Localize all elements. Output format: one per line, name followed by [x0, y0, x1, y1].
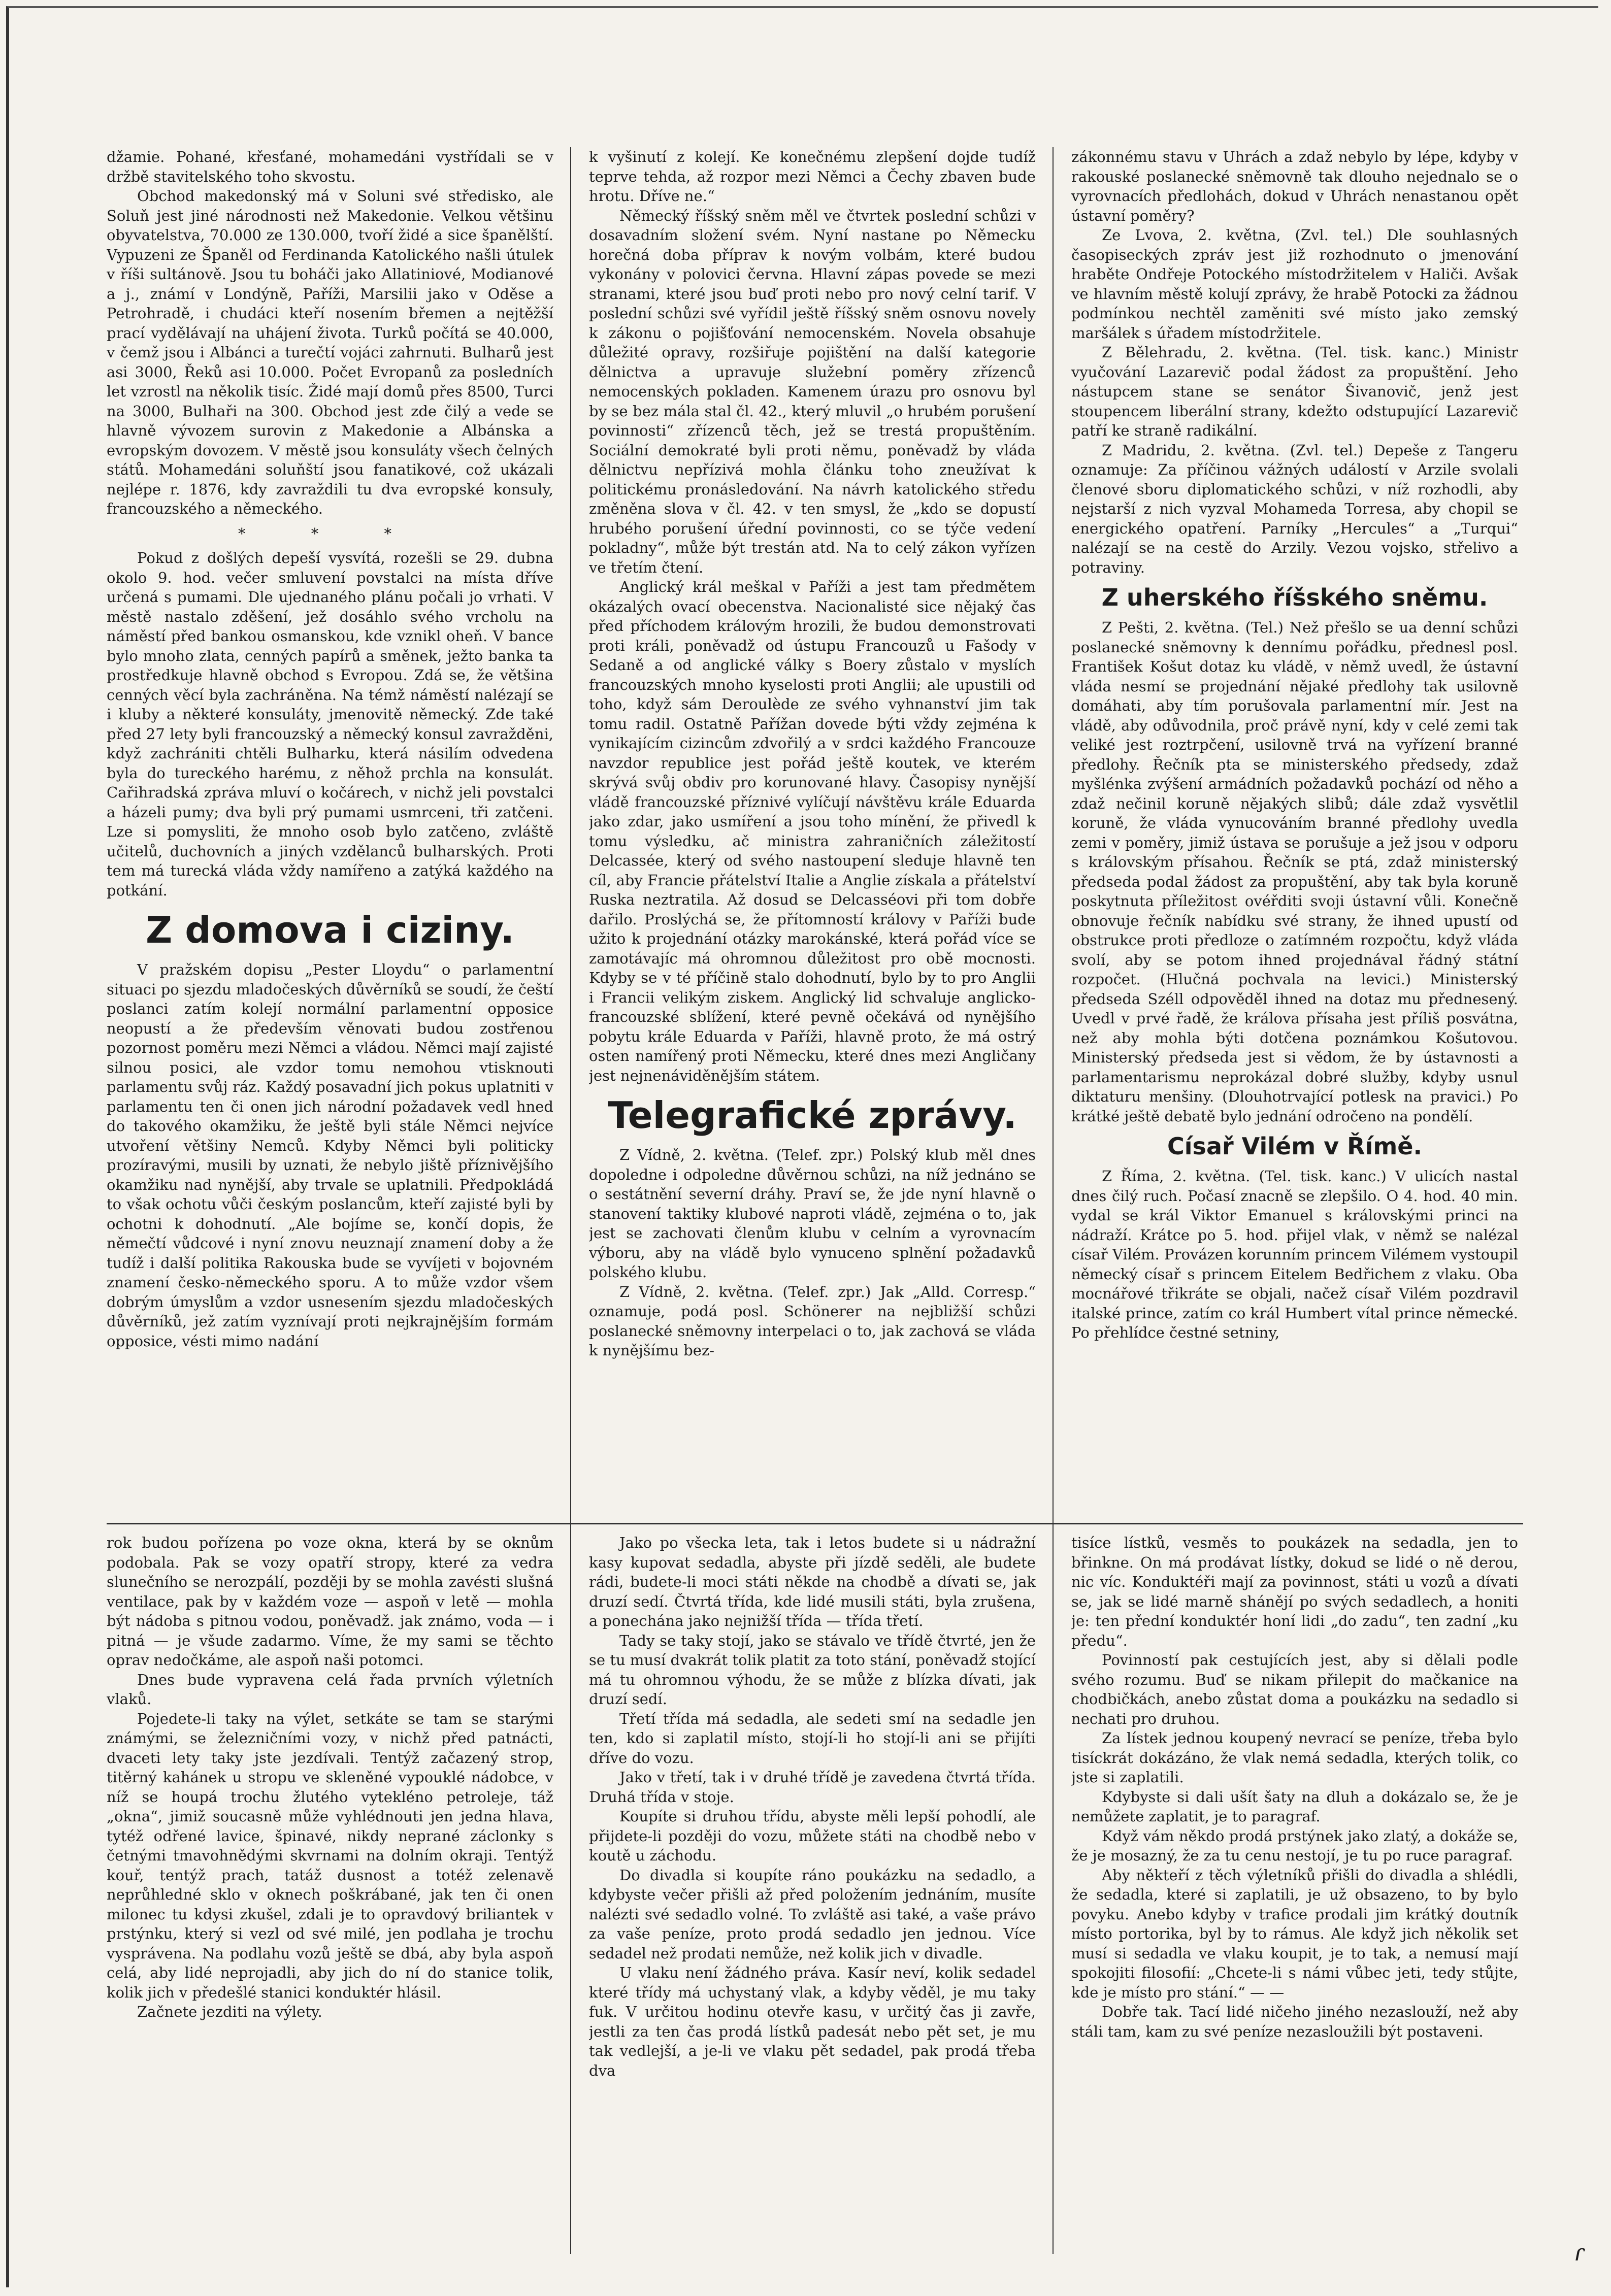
- paragraph: džamie. Pohané, křesťané, mohamedáni vystřídali se v držbě stavitelského toho skvostu.: [107, 148, 553, 185]
- top-section: [107, 147, 1523, 1548]
- paragraph: Dnes bude vypravena celá řada prvních výletních vlaků.: [107, 1671, 553, 1708]
- column-rule: [1053, 1533, 1054, 2254]
- paragraph: rok budou pořízena po voze okna, která by se oknům podobala. Pak se vozy opatří stropy, které za vedra slunečního se nerozpálí, později by se mohla zavésti slušná ventilace, pak by v každém voze — aspoň v letě — mohla být nádoba s pitnou vodou, poněvadž. jak známo, voda — i pitná — je všude zadarmo. Víme, že my sami se těchto oprav nedočkáme, ale aspoň naši potomci.: [107, 1534, 553, 1669]
- margin-mark: ɾ: [1574, 2239, 1585, 2266]
- paragraph: Jako v třetí, tak i v druhé třídě je zavedena čtvrtá třída. Druhá třída v stoje.: [589, 1769, 1036, 1806]
- column-3: [1071, 147, 1518, 1548]
- paragraph: Z Vídně, 2. května. (Telef. zpr.) Polský klub měl dnes dopoledne i odpoledne důvěrnou schůzi, na níž jednáno se o sestátnění severní dráhy. Praví se, že jde nyní hlavně o stanovení taktiky klubové naproti vládě, zejména o to, jak jest se zachovati členům klubu v celním a vyrovnacím výboru, aby na vládě bylo vynuceno splnění požadavků polského klubu.: [589, 1146, 1036, 1281]
- paragraph: Do divadla si koupíte ráno poukázku na sedadlo, a kdybyste večer přišli až před položením jednáním, musíte nalézti své sedadlo volné. To zvláště asi také, a vaše právo za vaše peníze, proto prodá sedadlo jen jednou. Více sedadel než prodati nemůže, než kolik jich v divadle.: [589, 1866, 1036, 1962]
- paragraph: Třetí třída má sedadla, ale sedeti smí na sedadle jen ten, kdo si zaplatil místo, stojí-li ho stojí-li ani se přijíti dříve do vozu.: [589, 1710, 1036, 1767]
- paragraph: Z Pešti, 2. května. (Tel.) Než přešlo se ua denní schůzi poslanecké sněmovny k dennímu pořádku, přednesl posl. František Košut dotaz ku vládě, v němž uvedl, že ústavní vláda nesmí se projednání nějaké předlohy tak usilovně domáhati, aby tím porušovala parlamentní mír. Jest na vládě, aby odůvodnila, proč právě nyní, kdy v celé zemi tak veliké jest roztrpčení, usilovně trvá na vyřízení branné předlohy. Řečník pta se ministerského předsedy, zdaž myšlénka zvýšení armádních požadavků pochází od něho a zdaž nečinil koruně nějakých slibů; dále zdaž vysvětlil koruně, že vláda vynucováním branné předlohy uvedla zemi v poměry, jimiž ústava se porušuje a jež jsou v odporu s královským přísahou. Řečník se ptá, zdaž ministerský předseda podal žádost za propuštění, aby tak byla koruně poskytnuta příležitost ovéřditi svoji ústavní vůli. Konečně obnovuje řečník nabídku své strany, že ihned upustí od obstrukce proti předloze o zatímném rozpočtu, když vláda svolí, aby se potom ihned projednával řádný státní rozpočet. (Hlučná pochvala na levici.) Ministerský předseda Széll odpověděl ihned na dotaz mu přednesený. Uvedl v prvé řadě, že králova přísaha jest příliš posvátna, než aby mohla býti dotčena poznámkou Košutovou. Ministerský předseda jest si vědom, že by ústavnosti a parlamentarismu neprokázal dobré služby, kdyby usnul diktaturu menšiny. (Dlouhotrvající potlesk na pravici.) Po krátké ještě debatě bylo jednání odročeno na pondělí.: [1071, 619, 1518, 1125]
- paragraph: Z Madridu, 2. května. (Zvl. tel.) Depeše z Tangeru oznamuje: Za příčinou vážných událostí v Arzile svolali členové sboru diplomatického schůzi, v níž rozhodli, aby nejstarší z nich vyzval Mohameda Torresa, aby chopil se energického opatření. Parníky „Hercules“ a „Turqui“ nalézají se na cestě do Arzily. Vezou vojsko, střelivo a potraviny.: [1071, 441, 1518, 576]
- paragraph: Německý říšský sněm měl ve čtvrtek poslední schůzi v dosavadním složení svém. Nyní nastane po Německu horečná doba příprav k novým volbám, které budou vykonány v polovici června. Hlavní zápas povede se mezi stranami, které jsou buď proti nebo pro nový celní tarif. V poslední schůzi své vyřídil ještě říšský sněm osnovu novely k zákonu o pojišťování nemocenském. Novela obsahuje důležité opravy, rozšiřuje pojištění na další kategorie dělnictva a upravuje služební poměry zřízenců nemocenských pokladen. Kamenem úrazu pro osnovu byl by se bez mála stal čl. 42., který mluvil „o hrubém porušení povinnosti“ zřízenců těch, jež se trestá propuštěním. Sociální demokraté byli proti němu, poněvadž by vláda dělnictvu nepřízivá mohla článku toho zneužívat k politickému pronásledování. Na návrh katolického středu změněna slova v čl. 42. v ten smysl, že „kdo se dopustí hrubého porušení úřední povinnosti, co se týče vedení pokladny“, může být trestán atd. Na to celý zákon vyřízen ve třetím čtení.: [589, 207, 1036, 576]
- paragraph: Povinností pak cestujících jest, aby si dělali podle svého rozumu. Buď se nikam přilepit do mačkanice na chodbičkách, anebo zůstat doma a poukázku na sedadlo si nechati pro druhou.: [1071, 1651, 1518, 1727]
- column-rule: [570, 1533, 571, 2254]
- heading-domova: Z domova i ciziny.: [146, 909, 514, 951]
- paragraph: Jako po všecka leta, tak i letos budete si u nádražní kasy kupovat sedadla, abyste při jízdě seděli, ale budete rádi, budete-li moci státi někde na chodbě a dívati se, jak druzí sedí. Čtvrtá třída, kde lidé musili státi, byla zrušena, a ponechána jako nejnižší třída — třída třetí.: [589, 1534, 1036, 1629]
- column-1: [107, 1533, 553, 2254]
- paragraph: Začnete jezditi na výlety.: [137, 2003, 322, 2020]
- heading-telegraf: Telegrafické zprávy.: [608, 1094, 1017, 1137]
- paragraph: Pojedete-li taky na výlet, setkáte se tam se starými známými, se železničními vozy, v nichž před patnácti, dvaceti lety taky jste jezdívali. Tentýž začazený strop, titěrný kahánek u stropu ve skleněné vypouklé nádobce, v níž se houpá trochu žlutého vytekléno petroleje, táž „okna“, jimiž soucasně může vyhlédnouti jen jedna hlava, tytéž odřené lavice, špinavé, nikdy neprané záclonky s četnými tmavohnědými skvrnami na dolním okraji. Tentýž kouř, tentýž prach, tatáž dusnost a totéž zelenavě neprůhledné sklo v oknech poškrábané, jak ten či onen milonec tu kdysi zkušel, zdali je to opravdový briliantek v prstýnku, který si vezl od své milé, jen podlaha je trochu vysprávena. Na podlahu vozů ještě se dbá, aby byla aspoň celá, aby lidé neprojadli, aby jich do ní do stanice tolik, kolik jich v předešlé stanici konduktér hlásil.: [107, 1710, 553, 2001]
- paragraph: Z Vídně, 2. května. (Telef. zpr.) Jak „Alld. Corresp.“ oznamuje, podá posl. Schönerer na nejbližší schůzi poslanecké sněmovny interpelaci o to, jak zachová se vláda k nynějšímu bez-: [589, 1283, 1036, 1359]
- heading-uhersky: Z uherského říšského sněmu.: [1101, 584, 1488, 611]
- feuilleton-section: [107, 1533, 1523, 2254]
- column-2: [589, 147, 1036, 1548]
- column-rule: [1053, 147, 1054, 1548]
- paragraph: Obchod makedonský má v Soluni své středisko, ale Soluň jest jiné národnosti než Makedonie. Velkou většinu obyvatelstva, 70.000 ze 130.000, tvoří židé a sice španělští. Vypuzeni ze Španěl od Ferdinanda Katolického našli útulek v říši sultánově. Jsou tu boháči jako Allatiniové, Modianové a j., známí v Londýně, Paříži, Marsilii jako v Oděse a Petrohradě, i chudáci kteří nosením břemen a nejtěžší prací vydělávají na uhájení života. Turků počítá se 40.000, v čemž jsou i Albánci a turečtí vojáci zahrnuti. Bulharů jest asi 3000, Řeků asi 10.000. Počet Evropanů za posledních let vzrostl na několik tisíc. Židé mají domů přes 8500, Turci na 3000, Bulhaři na 300. Obchod jest zde čilý a vede se hlavně vývozem surovin z Makedonie a Albánska a evropským dovozem. V městě jsou konsuláty všech čelných států. Mohamedáni soluňští jsou fanatikové, což ukázali nejlépe r. 1876, kdy zavraždili tu dva evropské konsuly, francouzského a německého.: [107, 187, 553, 517]
- paragraph: Za lístek jednou koupený nevrací se peníze, třeba bylo tisíckrát dokázáno, že vlak nemá sedadla, kterých tolik, co jste si zaplatili.: [1071, 1729, 1518, 1786]
- column-rule: [570, 147, 571, 1548]
- paragraph: Tady se taky stojí, jako se stávalo ve třídě čtvrté, jen že se tu musí dvakrát tolik platit za toto stání, poněvadž stojící má tu ohromnou výhodu, že se může z blízka dívati, jak druzí sedí.: [589, 1632, 1036, 1708]
- heading-cisar: Císař Vilém v Římě.: [1167, 1133, 1422, 1160]
- paragraph: k vyšinutí z kolejí. Ke konečnému zlepšení dojde tudíž teprve tehda, až rozpor mezi Němci a Čechy zbaven bude hrotu. Dříve ne.“: [589, 148, 1036, 205]
- paragraph: Když vám někdo prodá prstýnek jako zlatý, a dokáže se, že je mosazný, že za tu cenu nestojí, je tu po ruce paragraf.: [1071, 1827, 1518, 1864]
- paragraph: tisíce lístků, vesměs to poukázek na sedadla, jen to břinkne. On má prodávat lístky, dokud se lidé o ně derou, nic víc. Konduktéři mají za povinnost, státi u vozů a dívati se, jak se lidé marně shánějí po svých sedadlech, a honiti je: ten přední konduktér honí lidi „do zadu“, ten zadní „ku předu“.: [1071, 1534, 1518, 1649]
- paragraph: Aby někteří z těch výletníků přišli do divadla a shlédli, že sedadla, které si zaplatili, je už obsazeno, to by bylo povyku. Anebo kdyby v trafice prodali jim krátký doutník místo portorika, byl by to rámus. Ale když jich několik set musí si sedadla ve vlaku koupit, je to tak, a nemusí mají spokojiti filosofií: „Chcete-li s námi vůbec jeti, tedy stůjte, kde je místo pro stání.“ — —: [1071, 1866, 1518, 2001]
- paragraph: zákonnému stavu v Uhrách a zdaž nebylo by lépe, kdyby v rakouské poslanecké sněmovně tak dlouho nejednalo se o vyrovnacích předlohách, dokud v Uhrách nenastanou opět ústavní poměry?: [1071, 148, 1518, 224]
- paragraph: Z Bělehradu, 2. května. (Tel. tisk. kanc.) Ministr vyučování Lazarevič podal žádost za propuštění. Jeho nástupcem stane se senátor Šivanovič, jenž jest stoupencem liberální strany, kdežto odstupující Lazarevič patří ke straně radikální.: [1071, 344, 1518, 439]
- paragraph: Dobře tak. Tací lidé ničeho jiného nezaslouží, než aby stáli tam, kam zu své peníze nezasloužili být postaveni.: [1071, 2003, 1518, 2040]
- paragraph: V pražském dopisu „Pester Lloydu“ o parlamentní situaci po sjezdu mladočeských důvěrníků se soudí, že čeští poslanci zatím kolejí normální parlamentní opposice neopustí a že především věnovati budou zostřenou pozornost poměru mezi Němci a vládou. Němci mají zajisté silnou posici, ale vzdor tomu nemohou vtisknouti parlamentu svůj ráz. Každý posavadní jich pokus uplatniti v parlamentu ten či onen jich národní požadavek vedl hned do takového okamžiku, že ještě byli stále Němci nejvíce utvoření většiny Nemců. Kdyby Němci byli politicky prozíravými, musili by uznati, že nebylo jiště příznivějšího okamžiku nad nynější, aby trvale se uplatnili. Předpokládá to však ochotu vůči českým poslancům, kteří zajisté byli by ochotni k dohodnutí. „Ale bojíme se, končí dopis, že němečtí vůdcové i nyní znovu neuznají znamení doby a že tudíž i další politika Rakouska bude se vyvíjeti v bojovném znamení česko-německého sporu. A to může vzdor všem dobrým úmyslům a vzdor usnesením sjezdu mladočeských důvěrníků, jež zatím vyznívají proti nejkrajnějším formám opposice, vésti mimo nadání: [107, 961, 553, 1350]
- column-1: [107, 147, 553, 1548]
- paragraph: Z Říma, 2. května. (Tel. tisk. kanc.) V ulicích nastal dnes čilý ruch. Počasí znacně se zlepšilo. O 4. hod. 40 min. vydal se král Viktor Emanuel s královskými princi na nádraží. Krátce po 5. hod. přijel vlak, v němž se nalézal císař Vilém. Provázen korunním princem Vilémem vystoupil německý císař s princem Eitelem Bedřichem z vlaku. Oba mocnářové třikráte se objali, načež císař Vilém pozdravil italské prince, zatím co král Humbert vítal prince německé. Po přehlídce čestné setniny,: [1071, 1168, 1518, 1341]
- paragraph: Ze Lvova, 2. května, (Zvl. tel.) Dle souhlasných časopiseckých zpráv jest již rozhodnuto o jmenování hraběte Ondřeje Potockého místodržitelem v Haliči. Avšak ve hlavním městě kolují zprávy, že hrabě Potocki za žádnou podmínkou nechtěl zaměniti své místo jako zemský maršálek s úřadem místodržitele.: [1071, 226, 1518, 342]
- paragraph: Kdybyste si dali ušít šaty na dluh a dokázalo se, že je nemůžete zaplatit, je to paragraf.: [1071, 1788, 1518, 1825]
- separator-stars: * * *: [238, 524, 422, 542]
- section-rule: [107, 1523, 1523, 1524]
- paragraph: U vlaku není žádného práva. Kasír neví, kolik sedadel které třídy má uchystaný vlak, a kdyby věděl, je mu taky fuk. V určitou hodinu otevře kasu, v určitý čas ji zavře, jestli za ten čas prodá lístků padesát nebo pět set, je mu tak vedlejší, a je-li ve vlaku pět sedadel, pak prodá třeba dva: [589, 1964, 1036, 2079]
- paragraph: Anglický král meškal v Paříži a jest tam předmětem okázalých ovací obecenstva. Nacionalisté sice nějaký čas před příchodem královým hrozili, že budou demonstrovati proti králi, poněvadž od ústupu Francouzů u Fašody v Sedaně a od anglické války s Boery zůstalo v myslích francouzských mnoho kyselosti proti Anglii; ale upustili od toho, když sám Deroulède ze svého vyhnanství jim tak tomu radil. Ostatně Pařížan dovede býti vždy zejména k vynikajícím cizincům zdvořilý a v srdci každého Francouze navzdor republice jest pořád ještě koutek, ve kterém skrývá svůj obdiv pro korunované hlavy. Časopisy nynější vládě francouzské příznivé vylíčují návštěvu krále Eduarda jako zdar, jako usmíření a jsou toho mínění, že přivedl k tomu výsledku, ač ministra zahraničních záležitostí Delcassée, který od svého nastoupení sleduje hlavně ten cíl, aby Francie přátelství Italie a Anglie získala a přátelství Ruska neztratila. Až dosud se Delcasséovi při tom dobře dařilo. Proslýchá se, že přítomností královy v Paříži bude užito k projednání otázky marokánské, která pořád více se zamotávajíc má ohromnou důležitost pro obě mocnosti. Kdyby se v té příčině stalo dohodnutí, bylo by to pro Anglii i Francii velikým ziskem. Anglický lid schvaluje anglicko-francouzské sblížení, které pevně očekává od nynějšího pobytu krále Eduarda v Paříži, hlavně proto, že má ostrý osten namířený proti Německu, které dnes mezi Angličany jest nejnenáviděnějším státem.: [589, 578, 1036, 1084]
- paragraph: Koupíte si druhou třídu, abyste měli lepší pohodlí, ale přijdete-li později do vozu, můžete státi na chodbě nebo v koutě u záchodu.: [589, 1808, 1036, 1864]
- column-3: [1071, 1533, 1518, 2254]
- column-2: [589, 1533, 1036, 2254]
- paragraph: Pokud z došlých depeší vysvítá, rozešli se 29. dubna okolo 9. hod. večer smluvení povstalci na místa dříve určená s pumami. Dle ujednaného plánu počali jo vrhati. V městě nastalo zděšení, jež dosáhlo svého vrcholu na náměstí před bankou osmanskou, kde vznikl oheň. V bance bylo mnoho zlata, cenných papírů a směnek, ježto banka ta prostředkuje hlavně obchod s Evropou. Zdá se, že většina cenných věcí byla zachráněna. Na témž náměstí nalézají se i kluby a některé konsuláty, jmenovitě německý. Zde také před 27 lety byli francouzský a německý konsul zavražděni, když zachrániti chtěli Bulharku, která násilím odvedena byla do tureckého harému, z něhož prchla na konsulát. Cařihradská zpráva mluví o kočárech, v nichž jeli povstalci a házeli pumy; dva byli prý pumami usmrceni, tři zatčeni. Lze si pomysliti, že mnoho osob bylo zatčeno, zvláště učitelů, duchovních a jiných vzdělanců bulharských. Proti tem má turecká vláda vždy namířeno a zatýká každého na potkání.: [107, 549, 553, 899]
